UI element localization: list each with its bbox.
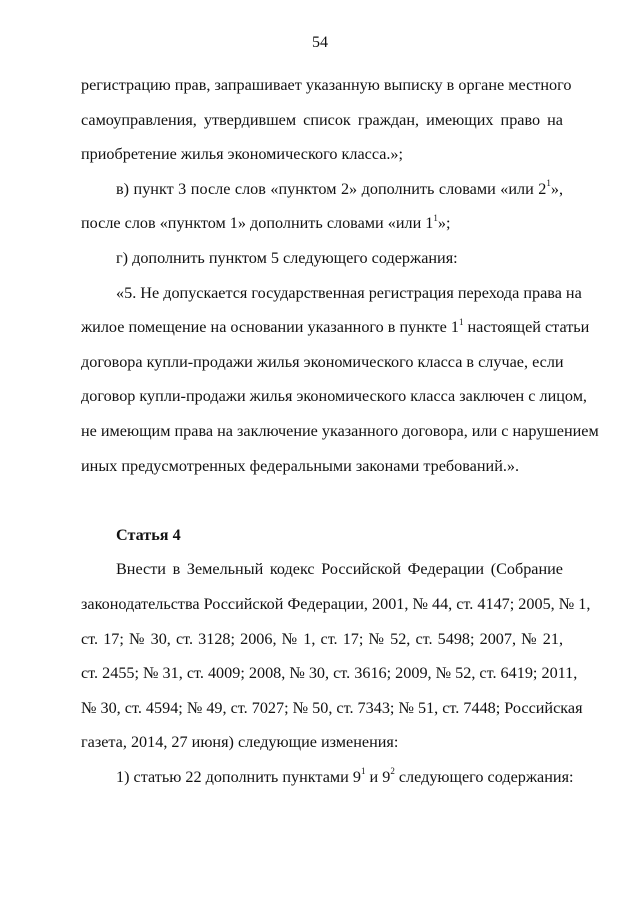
article-4-line: Внести в Земельный кодекс Российской Федерации (Собрание xyxy=(116,560,563,579)
quote-paragraph-5-line5: не имеющим права на заключение указанного договора, или с нарушением xyxy=(81,421,599,440)
superscript: 1 xyxy=(360,766,366,777)
article-4-line: ст. 17; № 30, ст. 3128; 2006, № 1, ст. 17; № 52, ст. 5498; 2007, № 21, xyxy=(81,629,563,648)
article-4-item-1: 1) статью 22 дополнить пунктами $9^1$ и $9^2$ следующего содержания: xyxy=(116,766,574,786)
spacer xyxy=(81,483,563,518)
text-line: самоуправления, утвердившем список граждан, имеющих право на xyxy=(81,110,563,129)
article-4-line: законодательства Российской Федерации, 2001, № 44, ст. 4147; 2005, № 1, xyxy=(81,594,591,613)
text-line: регистрацию прав, запрашивает указанную выписку в органе местного xyxy=(81,76,572,94)
quote-paragraph-5-line2: жилое помещение на основании указанного в пункте $1^1$ настоящей статьи xyxy=(81,316,590,337)
quote-paragraph-5-line3: договора купли-продажи жилья экономического класса в случае, если xyxy=(81,352,564,371)
article-4-line: ст. 2455; № 31, ст. 4009; 2008, № 30, ст. 3616; 2009, № 52, ст. 6419; 2011, xyxy=(81,664,578,683)
article-4-line: газета, 2014, 27 июня) следующие изменения: xyxy=(81,733,399,752)
quote-paragraph-5-line1: «5. Не допускается государственная регистрация перехода права на xyxy=(116,283,582,302)
superscript: 1 xyxy=(458,316,464,327)
article-4-line: № 30, ст. 4594; № 49, ст. 7027; № 50, ст. 7343; № 51, ст. 7448; Российская xyxy=(81,698,583,717)
superscript: 2 xyxy=(390,766,395,777)
text-line: приобретение жилья экономического класса.»; xyxy=(81,145,404,164)
quote-paragraph-5-line6: иных предусмотренных федеральными законами требований.». xyxy=(81,456,520,475)
amendment-item-v-line1: в) пункт 3 после слов «пунктом 2» дополнить словами «или $2^1$», xyxy=(116,178,563,198)
superscript: 1 xyxy=(546,178,551,189)
page-number: 54 xyxy=(312,34,328,51)
document-body xyxy=(81,68,599,794)
quote-paragraph-5-line4: договор купли-продажи жилья экономического класса заключен с лицом, xyxy=(81,387,587,406)
amendment-item-g: г) дополнить пунктом 5 следующего содержания: xyxy=(116,248,458,267)
article-heading: Статья 4 xyxy=(116,525,181,544)
superscript: 1 xyxy=(433,212,438,223)
amendment-item-v-line2: после слов «пунктом 1» дополнить словами «или $1^1$»; xyxy=(81,212,451,233)
